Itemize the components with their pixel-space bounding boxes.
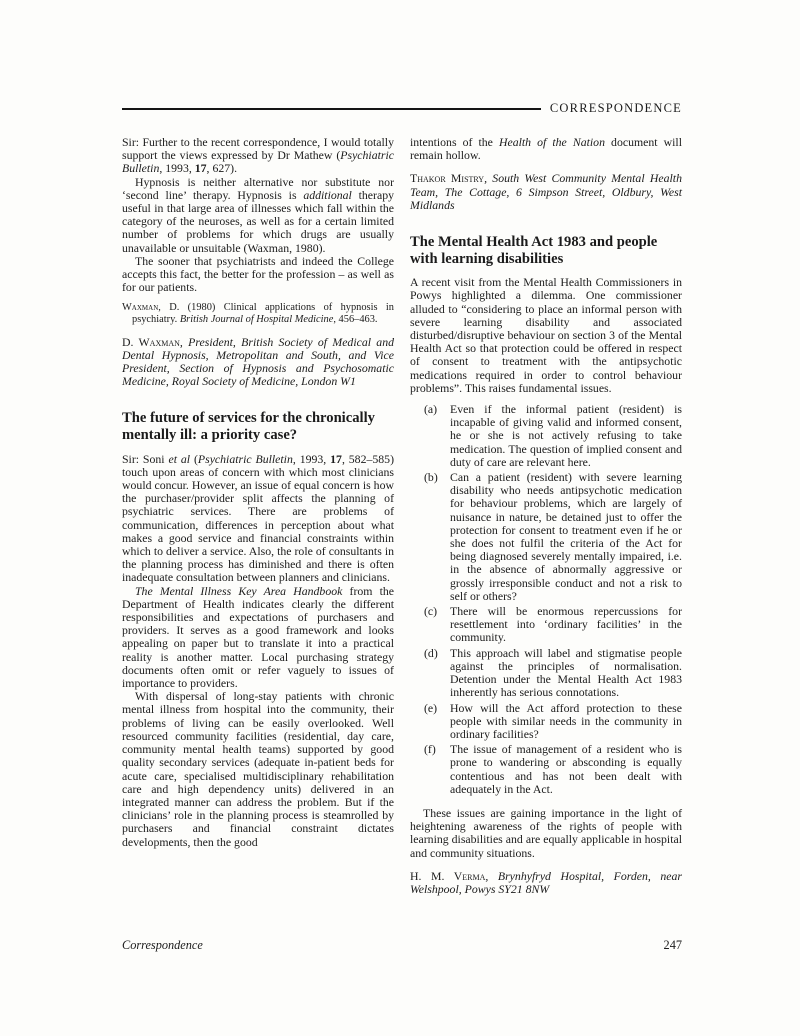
paragraph: The Mental Illness Key Area Handbook from the Department of Health indicates clearly the different responsibilities and expectations of purchasers and providers. It serves as a good framework and looks appealing on paper but to translate it into a practical reality is another matter. Local purchasing strategy documents often omit or refer vaguely to issues of importance to providers. — [122, 583, 394, 691]
list-item-text: Even if the informal patient (resident) is incapable of giving valid and informed consent, he or she is not actively refusing to take medication. The question of implied consent and duty of care are relevant here. — [450, 402, 682, 469]
signature: Thakor Mistry, South West Community Mental Health Team, The Cottage, 6 Simpson Street, Oldbury, West Midlands — [410, 171, 682, 212]
letter-heading: The future of services for the chronically mentally ill: a priority case? — [122, 410, 375, 444]
paragraph: Sir: Soni et al (Psychiatric Bulletin, 1993, 17, 582–585) touch upon areas of concern with which most clinicians would concur. However, an issue of equal concern is how the purchaser/provider split affects the planning of psychiatric services. There are problems of communication, differences in perception about what makes a good service and financial constraints within which to deliver a service. Also, the role of consultants in the planning process has diminished and there is often inadequate consultation between planners and clinicians. — [122, 451, 394, 585]
list-item-label: (a) — [424, 402, 438, 417]
list-item — [410, 471, 682, 603]
footer-page-number: 247 — [663, 938, 682, 952]
list-item-label: (e) — [424, 700, 438, 715]
list-item-label: (b) — [424, 470, 438, 485]
list-item-label: (c) — [424, 604, 438, 619]
paragraph: The sooner that psychiatrists and indeed the College accepts this fact, the better for the profession – as well as for our patients. — [122, 253, 394, 295]
header-title: CORRESPONDENCE — [549, 101, 682, 115]
list-item-text: The issue of management of a resident who is prone to wandering or absconding is equally contentious and has not been dealt with adequately in the Act. — [450, 742, 682, 796]
paragraph: These issues are gaining importance in the light of heightening awareness of the rights of people with learning disabilities and are equally applicable in hospital and community situations. — [410, 805, 682, 860]
header-rule — [122, 108, 541, 110]
paragraph: Sir: Further to the recent correspondence, I would totally support the views expressed by Dr Mathew (Psychiatric Bulletin, 1993, 17, 627). — [122, 135, 394, 176]
paragraph: With dispersal of long-stay patients with chronic mental illness from hospital into the community, their problems of living can be easily overlooked. Well resourced community facilities (residential, day care, community mental health teams) supported by good quality secondary services (adequate in-patient beds for acute care, specialised multidisciplinary rehabilitation care and high dependency units) delivered in an integrated manner can address the problem. But if the clinicians’ role in the planning process is steamrolled by purchasers and financial constraint dictates developments, then the good — [122, 689, 394, 849]
page-header — [122, 101, 682, 116]
list-item — [410, 403, 682, 469]
list-item-text: This approach will label and stigmatise people against the principles of normalisation. Detention under the Mental Health Act 1983 inherently has serious connotations. — [450, 645, 682, 700]
list-item-text: Can a patient (resident) with severe learning disability who needs antipsychotic medication for behaviour problems, which are largely of nuisance in nature, be detained just to offer the protection for consent to treatment even if he or she does not fulfil the criteria of the Act for being diagnosed severely mentally impaired, i.e. in the absence of abnormally aggressive or grossly irresponsible conduct and not a risk to self or others? — [450, 470, 682, 603]
list-item-label: (d) — [424, 645, 438, 660]
list-item-label: (f) — [424, 742, 436, 757]
paragraph: A recent visit from the Mental Health Commissioners in Powys highlighted a dilemma. One commissioner alluded to “considering to place an informal person with severe learning disability and associated disturbed/disruptive behaviour on section 3 of the Mental Health Act so that protection could be offered in respect of consent to treatment with the antipsychotic medications required in order to control behaviour problems”. This raises fundamental issues. — [410, 275, 682, 395]
signature: H. M. Verma, Brynhyfryd Hospital, Forden, near Welshpool, Powys SY21 8NW — [410, 868, 683, 896]
reference: Waxman, D. (1980) Clinical applications of hypnosis in psychiatry. British Journal of Hospital Medicine, 456–463. — [122, 302, 394, 326]
left-column — [122, 136, 394, 896]
list-item — [410, 647, 682, 700]
footer-running-title: Correspondence — [122, 938, 203, 952]
list-item-text: There will be enormous repercussions for resettlement into ‘ordinary facilities’ in the community. — [450, 604, 682, 645]
letter-heading: The Mental Health Act 1983 and people with learning disabilities — [410, 234, 658, 267]
paragraph: intentions of the Health of the Nation document will remain hollow. — [410, 135, 682, 163]
list-item — [410, 743, 682, 796]
list-item — [410, 605, 682, 645]
paragraph: Hypnosis is neither alternative nor substitute nor ‘second line’ therapy. Hypnosis is additional therapy useful in that large area of illnesses which fall within the category of the neuroses, as well as for a certain limited number of problems for which drugs are usually unavailable or unsuitable (Waxman, 1980). — [122, 174, 394, 255]
list-item-text: How will the Act afford protection to these people with similar needs in the community in ordinary facilities? — [450, 700, 682, 741]
signature: D. Waxman, President, British Society of Medical and Dental Hypnosis, Metropolitan and South, and Vice President, Section of Hypnosis and Psychosomatic Medicine, Royal Society of Medicine, London W1 — [122, 334, 394, 389]
page-footer — [122, 938, 682, 953]
right-column — [410, 136, 682, 896]
two-column-text — [122, 136, 682, 896]
list-item — [410, 702, 682, 742]
